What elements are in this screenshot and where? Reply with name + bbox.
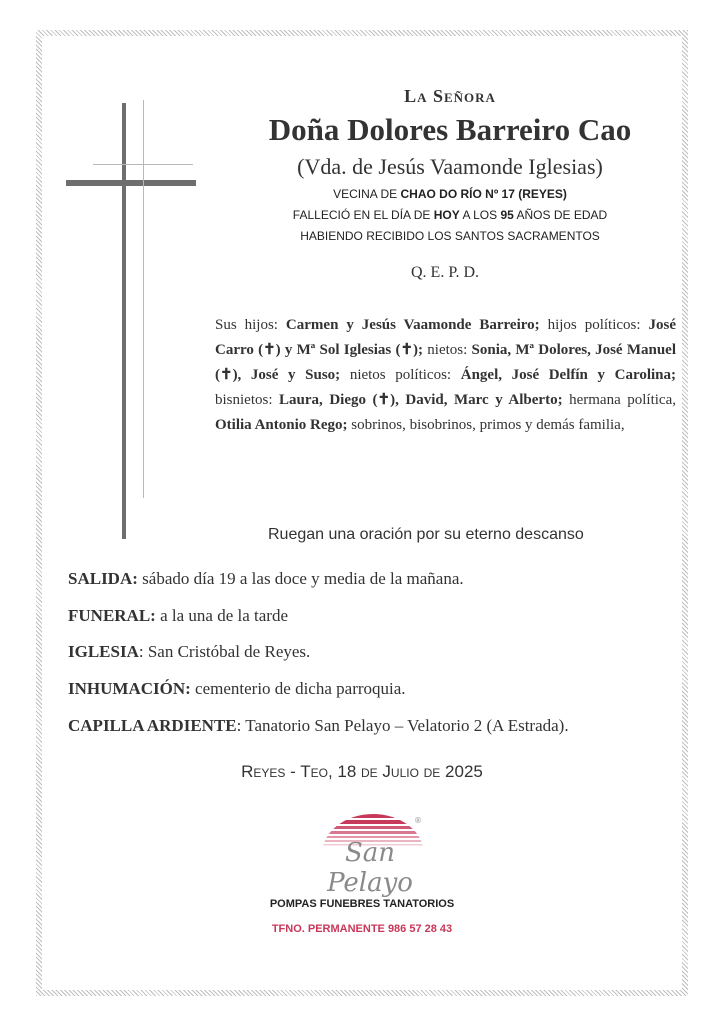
inlaws-names: José Carro (✝) y Mª Sol Iglesias (✝); (215, 317, 676, 358)
residence-line (230, 187, 670, 201)
honorific-title: La Señora (404, 86, 496, 106)
cross-icon (122, 103, 126, 539)
cross-icon-arm (66, 180, 196, 186)
company-logo: San Pelayo (327, 838, 413, 898)
registered-mark: ® (414, 816, 422, 825)
great-grandchildren-names: Laura, Diego (✝), David, Marc y Alberto; (279, 392, 563, 408)
death-line (230, 208, 670, 222)
children-names: Carmen y Jesús Vaamonde Barreiro; (285, 317, 540, 333)
qepd: Q. E. P. D. (410, 264, 479, 281)
death-day: HOY (433, 208, 460, 222)
deceased-name: Doña Dolores Barreiro Cao (268, 112, 632, 147)
grandchildren-names: Sonia, Mª Dolores, José Manuel (✝), José y Suso; (215, 342, 676, 383)
service-iglesia: IGLESIA: San Cristóbal de Reyes. (68, 642, 311, 661)
service-funeral: FUNERAL: a la una de la tarde (68, 606, 288, 625)
grand-inlaws-names: Ángel, José Delfín y Carolina; (460, 367, 677, 383)
widow-of: (Vda. de Jesús Vaamonde Iglesias) (297, 154, 603, 179)
death-suffix: AÑOS DE EDAD (516, 208, 608, 222)
prayer-request: Ruegan una oración por su eterno descanso (268, 526, 584, 543)
company-phone: TFNO. PERMANENTE 986 57 28 43 (271, 923, 453, 935)
residence-prefix: VECINA DE (333, 187, 398, 201)
sacraments-line: HABIENDO RECIBIDO LOS SANTOS SACRAMENTOS (300, 229, 600, 243)
death-mid: A LOS (462, 208, 498, 222)
company-tagline: POMPAS FUNEBRES TANATORIOS (269, 898, 455, 910)
residence-address: CHAO DO RÍO Nº 17 (REYES) (400, 187, 567, 201)
service-salida: SALIDA: sábado día 19 a las doce y media de la mañana. (68, 569, 464, 588)
service-capilla: CAPILLA ARDIENTE: Tanatorio San Pelayo – Velatorio 2 (A Estrada). (68, 716, 569, 735)
cross-shadow-vertical (143, 100, 144, 498)
cross-shadow-horizontal (93, 164, 193, 165)
family-paragraph: Sus hijos: Carmen y Jesús Vaamonde Barreiro; hijos políticos: José Carro (✝) y Mª Sol Iglesias (✝); nietos: Sonia, Mª Dolores, José Manuel (✝), José y Suso; nietos políticos: Ángel, José Delfín y Carolina; bisnietos: Laura, Diego (✝), David, Marc y Alberto; hermana política, Otilia Antonio Rego; sobrinos, bisobrinos, primos y demás familia, (215, 317, 677, 433)
sister-in-law-name: Otilia Antonio Rego; (215, 417, 348, 433)
age: 95 (500, 208, 514, 222)
death-prefix: FALLECIÓ EN EL DÍA DE (292, 208, 431, 222)
date-place: Reyes - Teo, 18 de Julio de 2025 (241, 762, 483, 781)
service-inhumacion: INHUMACIÓN: cementerio de dicha parroquia. (68, 679, 406, 698)
